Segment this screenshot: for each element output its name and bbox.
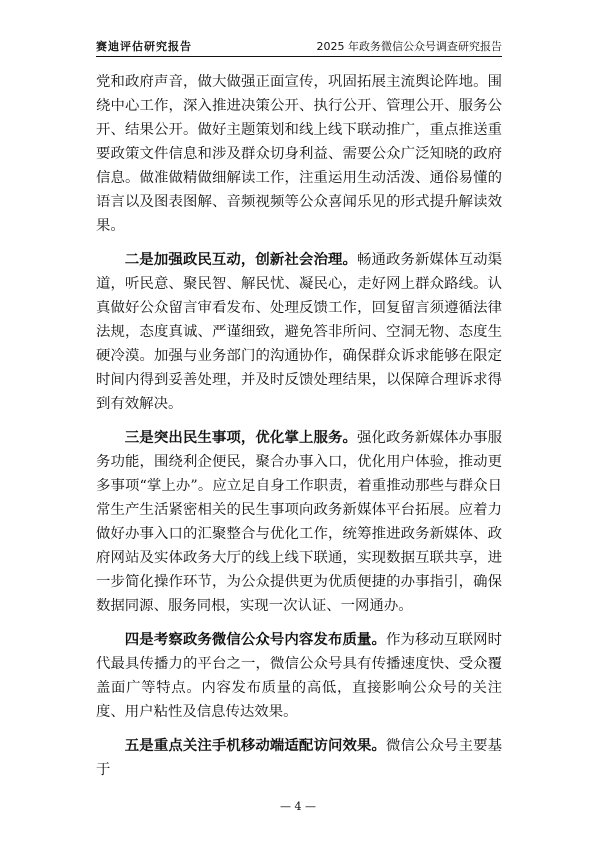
paragraph-interaction — [96, 248, 502, 416]
paragraph-lead: 二是加强政民互动，创新社会治理。 — [124, 252, 357, 268]
page-number: — 4 — — [280, 800, 316, 813]
paragraph-lead: 三是突出民生事项，优化掌上服务。 — [124, 430, 357, 446]
paragraph-text: 微信公众号主要基于 — [96, 738, 502, 778]
header-divider — [96, 56, 502, 57]
paragraph-text: 畅通政务新媒体互动渠道，听民意、聚民智、解民忧、凝民心，走好网上群众路线。认真做好公众留言审看发布、处理反馈工作，回复留言须遵循法律法规，态度真诚、严谨细致，避免答非所问、空洞无物、态度生硬冷漠。加强与业务部门的沟通协作，确保群众诉求能够在限定时间内得到妥善处理，并及时反馈处理结果，以保障合理诉求得到有效解决。 — [96, 252, 502, 412]
paragraph-continuation — [96, 70, 502, 238]
page-body — [96, 70, 502, 782]
paragraph-text: 强化政务新媒体办事服务功能，围绕利企便民，聚合办事入口，优化用户体验，推动更多事项“掌上办”。应立足自身工作职责，着重推动那些与群众日常生产生活紧密相关的民生事项向政务新媒体平台拓展。应着力做好办事入口的汇聚整合与优化工作，统筹推进政务新媒体、政府网站及实体政务大厅的线上线下联通，实现数据互联共享，进一步简化操作环节，为公众提供更为优质便捷的办事指引，确保数据同源、服务同根，实现一次认证、一网通办。 — [96, 430, 502, 614]
paragraph-lead: 五是重点关注手机移动端适配访问效果。 — [124, 738, 387, 754]
paragraph-mobile-adaptation — [96, 734, 502, 782]
paragraph-text: 作为移动互联网时代最具传播力的平台之一，微信公众号具有传播速度快、受众覆盖面广等特点。内容发布质量的高低，直接影响公众号的关注度、用户粘性及信息传达效果。 — [96, 632, 502, 720]
paragraph-text: 党和政府声音，做大做强正面宣传，巩固拓展主流舆论阵地。围绕中心工作，深入推进决策公开、执行公开、管理公开、服务公开、结果公开。做好主题策划和线上线下联动推广，重点推送重要政策文件信息和涉及群众切身利益、需要公众广泛知晓的政府信息。做准做精做细解读工作，注重运用生动活泼、通俗易懂的语言以及图表图解、音频视频等公众喜闻乐见的形式提升解读效果。 — [96, 74, 502, 234]
paragraph-lead: 四是考察政务微信公众号内容发布质量。 — [124, 632, 387, 648]
page-header — [96, 38, 502, 56]
header-report-title: 2025 年政务微信公众号调查研究报告 — [316, 40, 502, 53]
paragraph-content-quality — [96, 628, 502, 724]
header-report-series: 赛迪评估研究报告 — [96, 40, 192, 53]
paragraph-services — [96, 426, 502, 618]
